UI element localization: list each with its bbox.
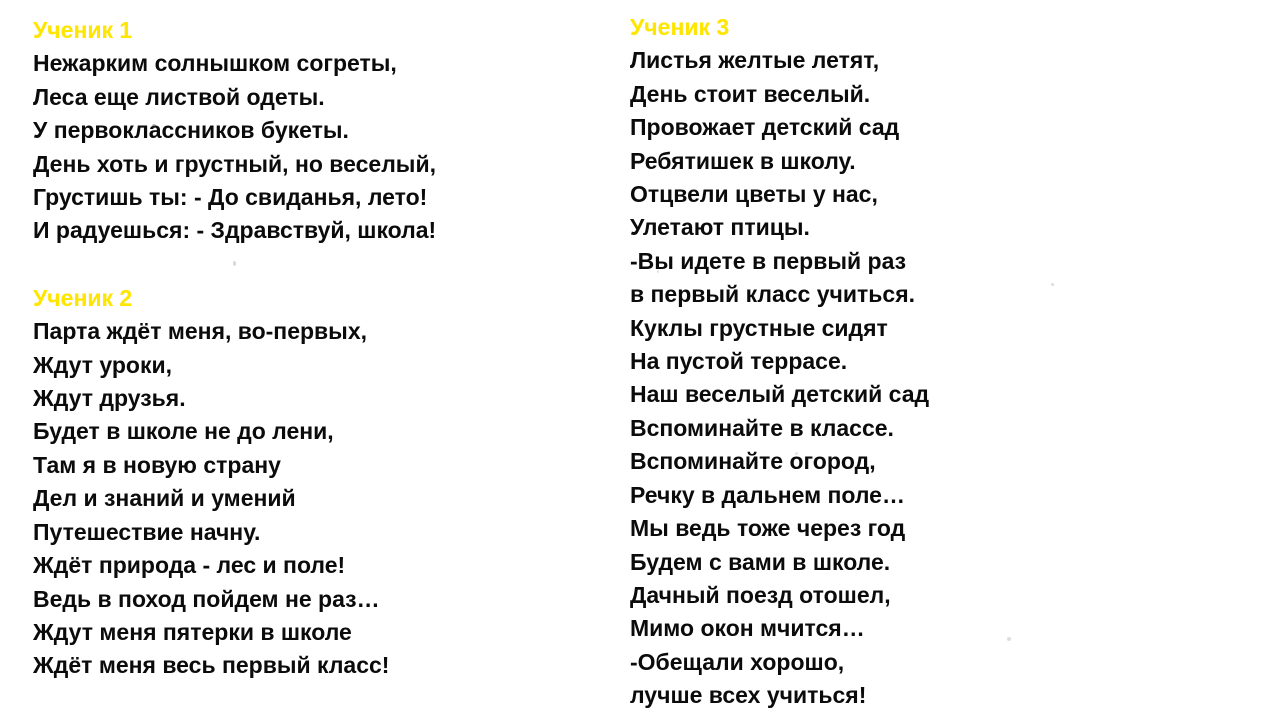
poem-line: Отцвели цветы у нас, — [630, 181, 878, 208]
scan-artifact — [795, 452, 798, 455]
section-title: Ученик 2 — [33, 284, 133, 311]
poem-line: И радуешься: - Здравствуй, школа! — [33, 217, 437, 244]
poem-line: Провожает детский сад — [630, 114, 900, 141]
poem-line: Куклы грустные сидят — [630, 314, 888, 341]
poem-line: Ждёт меня весь первый класс! — [33, 652, 390, 679]
poem-line: в первый класс учиться. — [630, 281, 916, 308]
poem-line: Наш веселый детский сад — [630, 381, 930, 408]
poem-line: -Вы идете в первый раз — [630, 247, 907, 274]
scan-artifact — [1007, 637, 1011, 641]
poem-line: На пустой террасе. — [630, 348, 848, 375]
poem-line: Листья желтые летят, — [630, 47, 880, 74]
section-title: Ученик 1 — [33, 17, 133, 43]
poem-line: Вспоминайте в классе. — [630, 414, 894, 441]
scan-artifact — [1051, 283, 1054, 286]
poem-line: Ребятишек в школу. — [630, 147, 856, 174]
poem-line: Ждёт природа - лес и поле! — [33, 552, 346, 579]
poem-line: День стоит веселый. — [630, 80, 871, 107]
section-title: Ученик 3 — [630, 14, 730, 40]
scan-artifact — [657, 270, 659, 273]
poem-line: Мимо окон мчится… — [630, 615, 865, 642]
poem-line: Путешествие начну. — [33, 518, 261, 545]
poem-line: Там я в новую страну — [33, 451, 281, 478]
poem-section-uchenik-3 — [630, 11, 929, 713]
scan-artifact — [152, 124, 156, 128]
poem-line: Леса еще листвой одеты. — [33, 83, 325, 110]
scan-artifact — [233, 261, 236, 266]
poem-column-left — [33, 14, 436, 683]
poem-line: Будем с вами в школе. — [630, 548, 891, 575]
poem-line: Ждут меня пятерки в школе — [33, 618, 352, 645]
poem-line: Грустишь ты: - До свиданья, лето! — [33, 184, 428, 211]
poem-line: Нежарким солнышком согреты, — [33, 50, 397, 77]
poem-line: Мы ведь тоже через год — [630, 515, 906, 542]
poem-line: День хоть и грустный, но веселый, — [33, 150, 436, 177]
poem-line: Речку в дальнем поле… — [630, 481, 905, 508]
poem-line: Ждут друзья. — [33, 385, 186, 412]
poem-line: Парта ждёт меня, во-первых, — [33, 318, 368, 345]
poem-line: Улетают птицы. — [630, 214, 810, 241]
poem-line: Вспоминайте огород, — [630, 448, 876, 475]
poem-line: -Обещали хорошо, — [630, 648, 845, 675]
poem-line: У первоклассников букеты. — [33, 117, 349, 144]
poem-line: Дел и знаний и умений — [33, 485, 296, 512]
poem-section-uchenik-1 — [33, 14, 436, 248]
poem-line: Дачный поезд отошел, — [630, 581, 891, 608]
poem-line: Ведь в поход пойдем не раз… — [33, 585, 380, 612]
poem-line: Будет в школе не до лени, — [33, 418, 334, 445]
poem-section-uchenik-2 — [33, 282, 436, 683]
poem-line: лучше всех учиться! — [630, 682, 867, 709]
poem-column-right — [630, 11, 929, 713]
poem-line: Ждут уроки, — [33, 351, 173, 378]
